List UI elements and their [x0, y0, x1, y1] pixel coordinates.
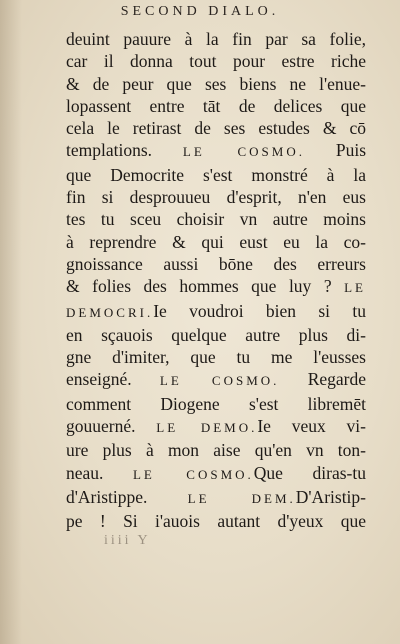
text-line: & de peur que ses biens ne l'enue-: [66, 73, 366, 94]
text-line: cela le retirast de ses estudes & cō: [66, 118, 366, 139]
text-line: en sçauois quelque autre plus di-: [66, 324, 366, 345]
text-line: gouuerné. LE DEMO.Ie veux vi-: [66, 416, 366, 437]
speaker-name: LE DEM.: [187, 490, 296, 506]
speaker-name: LE COSMO.: [182, 144, 305, 160]
gutter-shadow: [0, 0, 22, 644]
speaker-name: LE DEMO.: [156, 420, 258, 436]
text-line: gne d'imiter, que tu me l'eusses: [66, 347, 366, 368]
body-text: [66, 28, 366, 533]
text-line: gnoissance aussi bōne des erreurs: [66, 253, 366, 274]
text-line: neau. LE COSMO.Que diras-tu: [66, 462, 366, 483]
speaker-name: LE: [344, 280, 366, 296]
text-line: à reprendre & qui eust eu la co-: [66, 231, 366, 252]
text-line: DEMOCRI.Ie voudroi bien si tu: [66, 300, 366, 321]
running-head: SECOND DIALO.: [120, 4, 280, 19]
signature-mark: iiii Y: [104, 533, 151, 548]
text-line: pe ! Si i'auois autant d'yeux que: [66, 511, 366, 532]
speaker-name: LE COSMO.: [132, 466, 254, 482]
text-line: enseigné. LE COSMO. Regarde: [66, 369, 366, 390]
text-line: ure plus à mon aise qu'en vn ton-: [66, 440, 366, 461]
speaker-name: LE COSMO.: [159, 373, 280, 389]
text-line: d'Aristippe. LE DEM.D'Aristip-: [66, 486, 366, 507]
text-line: car il donna tout pour estre riche: [66, 51, 366, 72]
text-line: templations. LE COSMO. Puis: [66, 140, 366, 161]
text-line: comment Diogene s'est libremēt: [66, 393, 366, 414]
text-line: tes tu sceu choisir vn autre moins: [66, 209, 366, 230]
text-line: deuint pauure à la fin par sa folie,: [66, 29, 366, 49]
speaker-name: DEMOCRI.: [66, 304, 154, 320]
text-line: que Democrite s'est monstré à la: [66, 164, 366, 185]
text-line: & folies des hommes que luy ? LE: [66, 276, 366, 297]
text-line: fin si desprouueu d'esprit, n'en eus: [66, 187, 366, 208]
text-line: lopassent entre tāt de delices que: [66, 95, 366, 116]
